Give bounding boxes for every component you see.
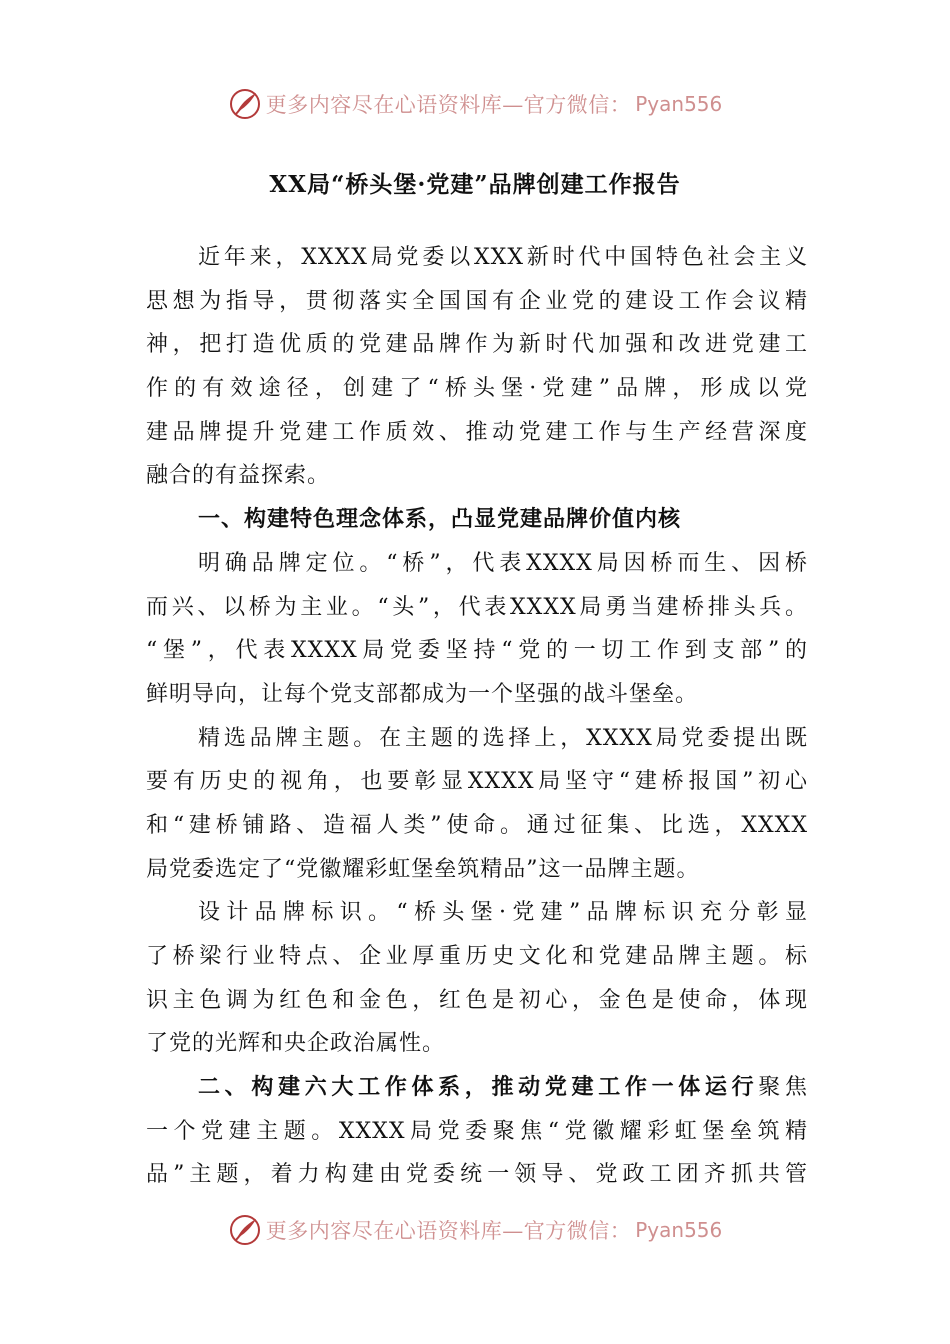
quill-logo-icon	[228, 1213, 262, 1247]
paragraph-line: 一个党建主题。XXXX局党委聚焦“党徽耀彩虹堡垒筑精	[146, 1118, 808, 1144]
paragraph-line: “堡”，代表XXXX局党委坚持“党的一切工作到支部”的	[146, 638, 808, 664]
paragraph-line: 和“建桥铺路、造福人类”使命。通过征集、比选，XXXX	[146, 812, 808, 838]
paragraph-line: 设计品牌标识。“桥头堡·党建”品牌标识充分彰显	[198, 900, 808, 926]
paragraph-line: 思想为指导，贯彻落实全国国有企业党的建设工作会议精	[146, 288, 808, 314]
paragraph-line: 要有历史的视角，也要彰显XXXX局坚守“建桥报国”初心	[146, 769, 808, 795]
watermark-slogan: 更多内容尽在心语资料库—官方微信：	[265, 1219, 632, 1243]
watermark-banner-bottom	[0, 1206, 950, 1254]
paragraph-line: 品”主题，着力构建由党委统一领导、党政工团齐抓共管	[146, 1162, 808, 1188]
paragraph-lead-in: 聚焦	[758, 1075, 808, 1101]
paragraph-line: 神，把打造优质的党建品牌作为新时代加强和改进党建工	[146, 332, 808, 358]
paragraph-line: 识主色调为红色和金色，红色是初心，金色是使命，体现	[146, 987, 808, 1013]
paragraph-line: 融合的有益探索。	[146, 463, 331, 489]
document-body	[146, 236, 808, 1197]
paragraph-line: 建品牌提升党建工作质效、推动党建工作与生产经营深度	[146, 419, 808, 445]
quill-logo-icon	[228, 87, 262, 121]
document-title: XX局“桥头堡·党建”品牌创建工作报告	[269, 171, 681, 198]
watermark-slogan: 更多内容尽在心语资料库—官方微信：	[265, 93, 632, 117]
section-heading-2-line	[146, 1066, 808, 1110]
watermark-wechat-id: Pyan556	[635, 92, 723, 116]
section-heading-2: 二、构建六大工作体系，推动党建工作一体运行	[198, 1074, 759, 1101]
paragraph-line: 作的有效途径，创建了“桥头堡·党建”品牌，形成以党	[146, 376, 808, 402]
paragraph-line: 局党委选定了“党徽耀彩虹堡垒筑精品”这一品牌主题。	[146, 856, 700, 882]
paragraph-line: 精选品牌主题。在主题的选择上，XXXX局党委提出既	[198, 725, 808, 751]
watermark-wechat-id: Pyan556	[635, 1218, 723, 1242]
section-heading-1: 一、构建特色理念体系，凸显党建品牌价值内核	[198, 506, 682, 533]
watermark-banner-top	[0, 80, 950, 128]
paragraph-line: 明确品牌定位。“桥”，代表XXXX局因桥而生、因桥	[198, 550, 808, 576]
paragraph-line: 近年来，XXXX局党委以XXX新时代中国特色社会主义	[198, 245, 808, 270]
paragraph-line: 了桥梁行业特点、企业厚重历史文化和党建品牌主题。标	[146, 944, 808, 969]
paragraph-line: 而兴、以桥为主业。“头”，代表XXXX局勇当建桥排头兵。	[146, 594, 808, 620]
paragraph-line: 了党的光辉和央企政治属性。	[146, 1031, 446, 1057]
paragraph-line: 鲜明导向，让每个党支部都成为一个坚强的战斗堡垒。	[146, 681, 699, 707]
